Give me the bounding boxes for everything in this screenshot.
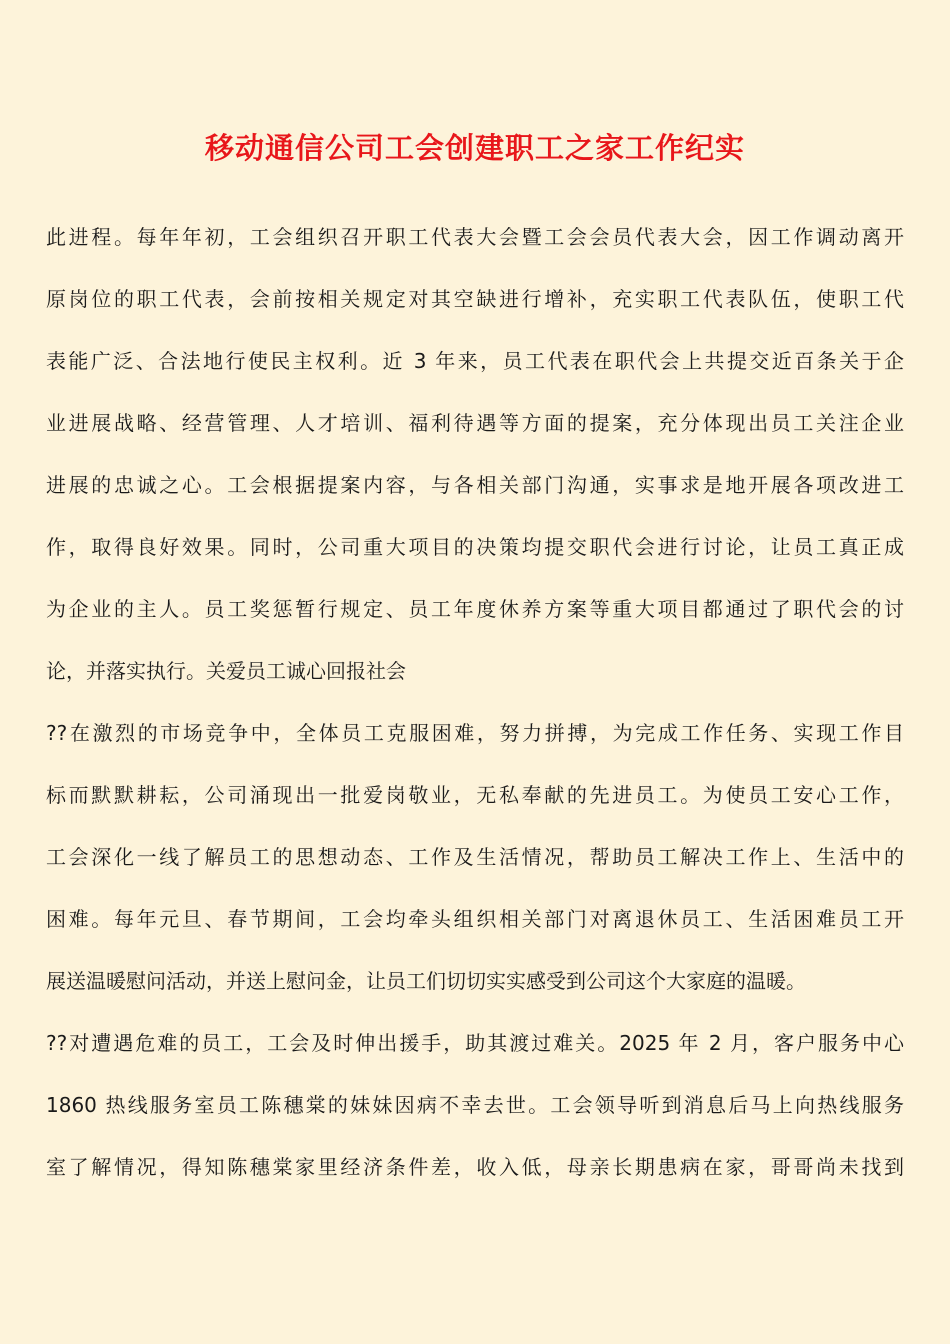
body-line: 标而默默耕耘，公司涌现出一批爱岗敬业，无私奉献的先进员工。为使员工安心工作， [46,783,904,807]
body-line: 业进展战略、经营管理、人才培训、福利待遇等方面的提案，充分体现出员工关注企业 [46,411,904,435]
body-line: 室了解情况，得知陈穗棠家里经济条件差，收入低，母亲长期患病在家，哥哥尚未找到 [46,1155,904,1179]
document-title: 移动通信公司工会创建职工之家工作纪实 [204,131,745,165]
body-line: ??在激烈的市场竞争中，全体员工克服困难，努力拼搏，为完成工作任务、实现工作目 [46,721,904,745]
body-line: 为企业的主人。员工奖惩暂行规定、员工年度休养方案等重大项目都通过了职代会的讨 [46,597,904,621]
body-line: 展送温暖慰问活动，并送上慰问金，让员工们切切实实感受到公司这个大家庭的温暖。 [46,969,806,993]
body-line: 进展的忠诚之心。工会根据提案内容，与各相关部门沟通，实事求是地开展各项改进工 [46,473,904,497]
body-line: 此进程。每年年初，工会组织召开职工代表大会暨工会会员代表大会，因工作调动离开 [46,225,904,249]
body-line: 工会深化一线了解员工的思想动态、工作及生活情况，帮助员工解决工作上、生活中的 [46,845,904,869]
body-line: 表能广泛、合法地行使民主权利。近 3 年来，员工代表在职代会上共提交近百条关于企 [46,349,904,373]
body-line: 原岗位的职工代表，会前按相关规定对其空缺进行增补，充实职工代表队伍，使职工代 [46,287,904,311]
body-line: 作，取得良好效果。同时，公司重大项目的决策均提交职代会进行讨论，让员工真正成 [46,535,904,559]
body-line: 论，并落实执行。关爱员工诚心回报社会 [46,659,406,683]
body-line: ??对遭遇危难的员工，工会及时伸出援手，助其渡过难关。2025 年 2 月，客户服务中心 [46,1031,904,1055]
body-line: 1860 热线服务室员工陈穗棠的妹妹因病不幸去世。工会领导听到消息后马上向热线服务 [46,1093,904,1117]
document-body [46,218,904,1210]
body-line: 困难。每年元旦、春节期间，工会均牵头组织相关部门对离退休员工、生活困难员工开 [46,907,904,931]
